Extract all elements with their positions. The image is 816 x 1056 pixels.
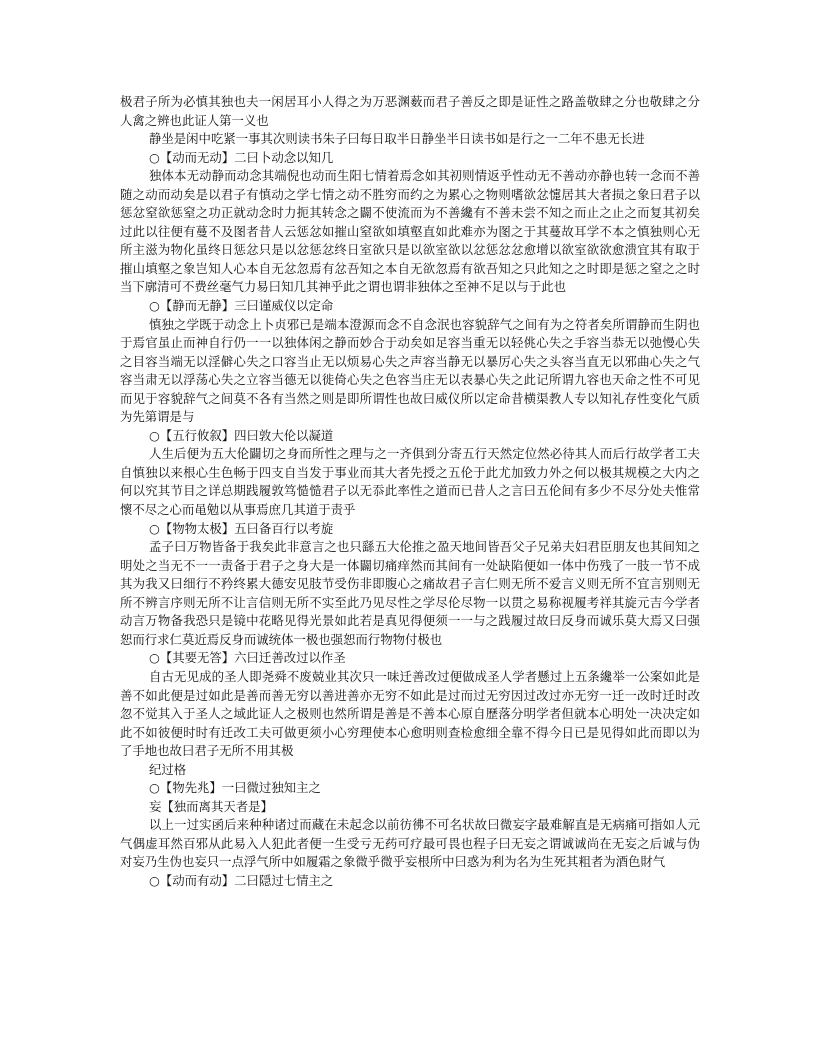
paragraph-1: 极君子所为必慎其独也夫一闲居耳小人得之为万恶渊薮而君子善反之即是证性之路盖敬肆之分也敬肆之分人禽之辨也此证人第一义也	[120, 94, 700, 128]
section-heading-1: ○【动而无动】二曰卜动念以知几	[149, 149, 334, 165]
paragraph-6: 孟子曰万物皆备于我矣此非意言之也只繇五大伦推之盈天地间皆吾父子兄弟夫妇君臣朋友也其间知之明处之当无不一一责备于君子之身大是一体闢切痛痒然而其间有一处缺陷便如一体中伤残了一肢一节不成其为我又曰细行不矜终累大德安见肢节受伤非即腹心之痛故君子言仁则无所不爱言义则无所不宜言别则无所不辨言序则无所不让言信则无所不实至此乃见尽性之学尽伦尽物一以贯之易称视履考祥其旋元吉今学者动言万物备我恐只是镜中花略见得光景如此若是真见得便须一一与之践履过故曰反身而诚乐莫大焉又曰强恕而行求仁莫近焉反身而诚统体一极也强恕而行物物付极也	[120, 539, 700, 647]
paragraph-9: 以上一过实函后来种种诸过而藏在未起念以前彷彿不可名状故曰微妄字最难解直是无病痛可指如人元气偶虚耳然百邪从此易入人犯此者便一生受亏无药可疗最可畏也程子曰无妄之谓诚诚尚在无妄之后诚与伪对妄乃生伪也妄只一点浮气所中如履霜之象微乎微乎妄根所中曰惑为利为名为生死其粗者为酒色財气	[120, 817, 700, 870]
paragraph-8: 妄【独而离其天者是】	[149, 798, 273, 814]
section-heading-7: ○【动而有动】二曰隠过七情主之	[149, 872, 334, 888]
subsection-title: 纪过格	[149, 761, 187, 777]
section-heading-2: ○【静而无静】三曰谨威仪以定命	[149, 298, 334, 314]
paragraph-5: 人生后便为五大伦闢切之身而所性之理与之一齐俱到分寄五行天然定位然必待其人而后行故学者工夫自慎独以来根心生色畅于四支自当发于事业而其大者先授之五伦于此尤加致力外之何以极其规模之大内之何以究其节目之详总期践履敦笃慥慥君子以无忝此率性之道而已昔人之言曰五伦间有多少不尽分处夫惟常懷不尽之心而黾勉以从事焉庶几其道于责乎	[120, 446, 700, 518]
paragraph-3: 独体本无动静而动念其端倪也动而生阳七情着焉念如其初则情返乎性动无不善动亦静也转一念而不善随之动而动矣是以君子有慎动之学七情之动不胜穷而约之为累心之物则嗜欲忿懥居其大者损之象曰君子以惩忿窒欲惩窒之功正就动念时力扼其转念之闢不使流而为不善纔有不善未尝不知之而止之止之而复其初矣过此以往便有蔓不及图者昔人云惩忿如摧山窒欲如填壑直如此难亦为图之于其蔓故耳学不本之慎独则心无所主滋为物化虽终日惩忿只是以忿惩忿终日室欲只是以欲室欲以忿惩忿忿愈增以欲室欲欲愈溃宜其有取于摧山填壑之象岂知人心本自无忿忽焉有忿吾知之本自无欲忽焉有欲吾知之只此知之之时即是惩之窒之之时当下廓清可不费丝毫气力易曰知几其神乎此之谓也谓非独体之至神不足以与于此也	[120, 168, 700, 295]
paragraph-7: 自古无见成的圣人即尧舜不废兢业其次只一味迁善改过便做成圣人学者懸过上五条纔举一公案如此是善不如此便是过如此是善而善无穷以善进善亦无穷不如此是过而过无穷因过改过亦无穷一迁一改时迁时改忽不觉其入于圣人之域此证人之极则也然所谓是善是不善本心原自歷落分明学者但就本心明处一决决定如此不如彼便时时有迁改工夫可做更须小心穷理使本心愈明则查检愈细全靠不得今日已是见得如此而即以为了手地也故曰君子无所不用其极	[120, 668, 700, 759]
paragraph-4: 慎独之学既于动念上卜贞邪已是端本澄源而念不自念泯也容貌辞气之间有为之符者矣所谓静而生阴也于焉官虽止而神自行仍一一以独体闲之静而妙合于动矣如足容当重无以轻佻心失之手容当恭无以弛慢心失之目容当端无以淫僻心失之口容当止无以烦易心失之声容当静无以暴厉心失之头容当直无以邪曲心失之气容当肃无以浮荡心失之立容当德无以徙倚心失之色容当庄无以表暴心失之此记所谓九容也天命之性不可见而见于容貌辞气之间莫不各有当然之则是即所谓性也故曰威仪所以定命昔横渠教人专以知礼存性变化气质为先第谓是与	[120, 316, 700, 425]
section-heading-6: ○【物先兆】一曰微过独知主之	[149, 780, 321, 796]
section-heading-5: ○【其要无答】六曰迁善改过以作圣	[149, 650, 346, 666]
section-heading-3: ○【五行攸叙】四曰敦大伦以凝道	[149, 427, 334, 443]
document-page	[120, 93, 700, 891]
paragraph-2: 静坐是闲中吃紧一事其次则读书朱子曰每日取半日静坐半日读书如是行之一二年不患无长进	[149, 131, 645, 147]
section-heading-4: ○【物物太极】五曰备百行以考旋	[149, 520, 334, 536]
